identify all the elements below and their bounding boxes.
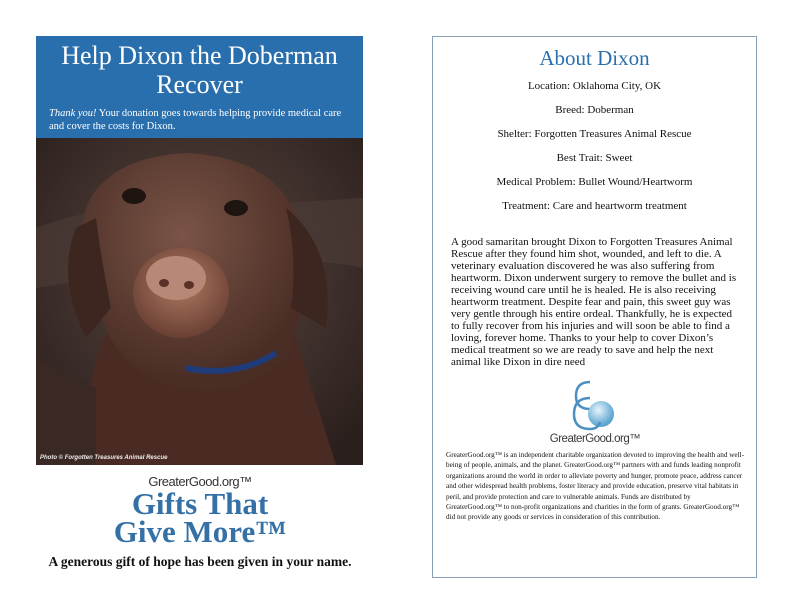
gift-footer <box>0 474 400 570</box>
tagline: A generous gift of hope has been given in your name. <box>48 554 352 569</box>
doberman-image <box>36 138 363 465</box>
fact-breed: Breed: Doberman <box>555 104 634 116</box>
page-title: Help Dixon the Doberman Recover <box>61 41 338 99</box>
about-heading: About Dixon <box>539 46 650 70</box>
fact-location: Location: Oklahoma City, OK <box>527 80 662 92</box>
fact-treatment: Treatment: Care and heartworm treatment <box>502 200 687 212</box>
brand-name: GreaterGood.org™ <box>148 474 252 489</box>
logo-text: GreaterGood.org™ <box>549 433 640 445</box>
gifts-logo <box>0 486 400 549</box>
gifts-line-2: Give More™ <box>113 514 287 549</box>
fact-medical-problem: Medical Problem: Bullet Wound/Heartworm <box>496 176 693 188</box>
thank-you: Thank you! <box>49 108 97 119</box>
gifts-line-1: Gifts That <box>131 486 269 521</box>
fact-shelter: Shelter: Forgotten Treasures Animal Rescue <box>497 128 692 140</box>
photo-credit: Photo © Forgotten Treasures Animal Rescue <box>40 455 168 461</box>
story-text: A good samaritan brought Dixon to Forgotten Treasures Animal Rescue after they found him shot, wounded, and left to die. A veterinary evaluation discovered he was also suffering from heartworm. Dixon underwent surgery to remove the bullet and is receiving wound care until he is healed. He is also receiving heartworm treatment. Despite fear and pain, this sweet guy was very gentle through his entire ordeal. Thankfully, he is expected to fully recover from his injuries and will soon be able to find a loving, forever home. Thanks to your help to cover Dixon’s medical treatment so we are ready to save and help the next animal like Dixon in dire need <box>451 236 737 368</box>
fact-best-trait: Best Trait: Sweet <box>556 152 633 164</box>
greatergood-logo <box>540 376 650 446</box>
title-banner <box>36 36 363 138</box>
globe-icon <box>540 376 650 446</box>
subtitle-text: Your donation goes towards helping provide medical care and cover the costs for Dixon. <box>49 108 342 132</box>
disclaimer: GreaterGood.org™ is an independent charitable organization devoted to improving the health and well-being of people, animals, and the planet. GreaterGood.org™ partners with and funds leading nonprofit organizations around the world in order to alleviate poverty and hunger, promote peace, address cancer and other widespread health problems, foster literacy and provide education, preserve vital habitats in peril, and provide protection and care to vulnerable animals. Funds are distributed by GreaterGood.org™ to non-profit organizations and charities in the form of grants. GreaterGood.org™ did not provide any goods or services in consideration of this contribution. <box>446 451 744 522</box>
dog-photo <box>36 138 363 465</box>
subtitle <box>49 107 351 133</box>
about-panel <box>432 36 757 578</box>
